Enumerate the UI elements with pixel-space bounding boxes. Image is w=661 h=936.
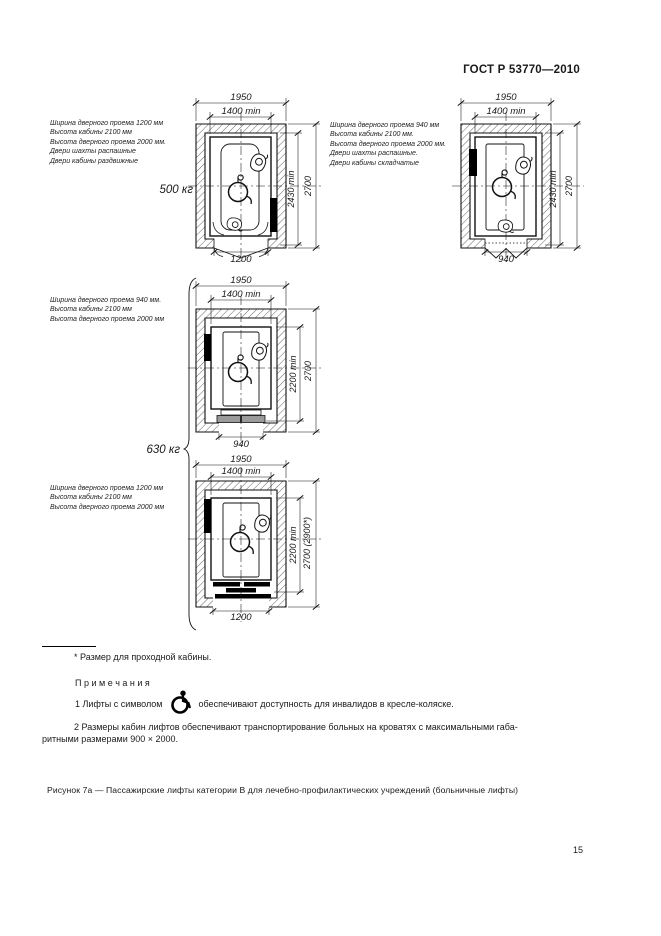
sliding-door-panel [242,416,266,423]
diagram-630kg-door-940 [188,275,322,450]
cabin-door-panel [204,334,211,361]
person-figure [248,150,268,173]
dim-door-width: 940 [498,254,514,265]
dim-cabin-depth: 2430 min [548,170,558,208]
wheelchair-symbol [229,175,252,204]
annotation-line: Высота дверного проема 2000 мм [50,503,165,511]
annotation-line: Двери кабины раздвижные [50,157,138,165]
wheelchair-symbol [493,170,516,199]
annotation-line: Высота кабины 2100 мм. [330,131,414,139]
person-figure [514,154,533,176]
capacity-brace [184,278,196,630]
annotation-line: Высота дверного проема 2000 мм [50,315,165,323]
person-figure [250,340,269,362]
dim-shaft-depth: 2700 [303,360,313,382]
cabin-door-panel [469,149,477,176]
wheelchair-symbol [231,525,254,554]
dim-shaft-width: 1950 [230,454,252,465]
note-2-line-1: 2 Размеры кабин лифтов обеспечивают транспортирование больных на кроватях с максимальными габа- [74,722,518,732]
diagram-630kg-door-1200 [188,454,322,623]
annotation-line: Высота кабины 2100 мм [50,306,132,314]
dim-door-width: 940 [233,439,249,450]
page-number: 15 [572,845,583,855]
sliding-door-panel [217,416,241,423]
person-figure [498,219,515,233]
standard-number: ГОСТ Р 53770—2010 [463,64,580,76]
telescopic-door-panel [213,582,240,587]
dim-cabin-depth: 2430 min [286,170,296,208]
annotation-line: Высота дверного проема 2000 мм. [330,140,447,148]
dim-cabin-depth: 2200 min [288,355,298,393]
dimension-lines [461,98,581,256]
capacity-label-500: 500 кг [159,184,193,196]
dim-door-width: 1200 [230,612,252,623]
cabin-door-panel [204,499,211,533]
annotation-line: Ширина дверного проема 1200 мм [50,120,164,127]
dimension-lines [196,98,320,256]
person-figure [226,217,244,232]
footnote-rule [42,646,96,647]
telescopic-door-panel [215,594,271,599]
note-2-line-2: ритными размерами 900 × 2000. [42,734,179,744]
annotation-line: Высота дверного проема 2000 мм. [50,138,167,146]
note-1-text-before: 1 Лифты с символом [75,698,163,709]
footnote-text: * Размер для проходной кабины. [74,652,212,662]
note-1-text-after: обеспечивают доступность для инвалидов в кресле-коляске. [198,698,454,709]
annotation-line: Высота кабины 2100 мм [50,494,132,502]
dim-cabin-width: 1400 min [486,106,526,117]
annotation-line: Высота кабины 2100 мм [50,129,132,137]
annotation-line: Двери кабины складчатые [330,159,419,167]
accessibility-icon [170,690,192,717]
person-figure [253,512,272,534]
annotation-line: Двери шахты распашные [50,148,136,156]
note-1 [75,690,454,717]
telescopic-door-panel [244,582,270,587]
cabin-door-panel [270,198,277,232]
wheelchair-symbol [229,355,252,384]
annotation-line: Ширина дверного проема 1200 мм [50,485,164,492]
figure-caption: Рисунок 7а — Пассажирские лифты категории В для лечебно-профилактических учреждений (больничные лифты) [47,785,519,795]
note-2 [42,721,594,745]
dim-cabin-depth: 2200 min [288,526,298,564]
annotation-line: Двери шахты распашные. [330,150,418,158]
notes-heading: П р и м е ч а н и я [75,678,150,688]
annotation-line: Ширина дверного проема 940 мм. [50,297,162,304]
diagram-500kg-door-1200 [160,92,322,265]
dim-shaft-width: 1950 [230,275,252,286]
dim-cabin-width: 1400 min [221,106,261,117]
capacity-label-630: 630 кг [146,444,180,456]
annotation-line: Ширина дверного проема 940 мм [330,122,440,129]
dim-door-width: 1200 [230,254,252,265]
dim-shaft-width: 1950 [495,92,517,103]
dim-cabin-width: 1400 min [221,289,261,300]
diagram-500kg-door-940 [452,92,584,265]
dim-shaft-depth: 2700 (2900*) [302,516,312,570]
dim-shaft-width: 1950 [230,92,252,103]
dim-cabin-width: 1400 min [221,466,261,477]
dim-shaft-depth: 2700 [564,175,574,197]
dim-shaft-depth: 2700 [303,175,313,197]
bed-outline [486,144,524,230]
